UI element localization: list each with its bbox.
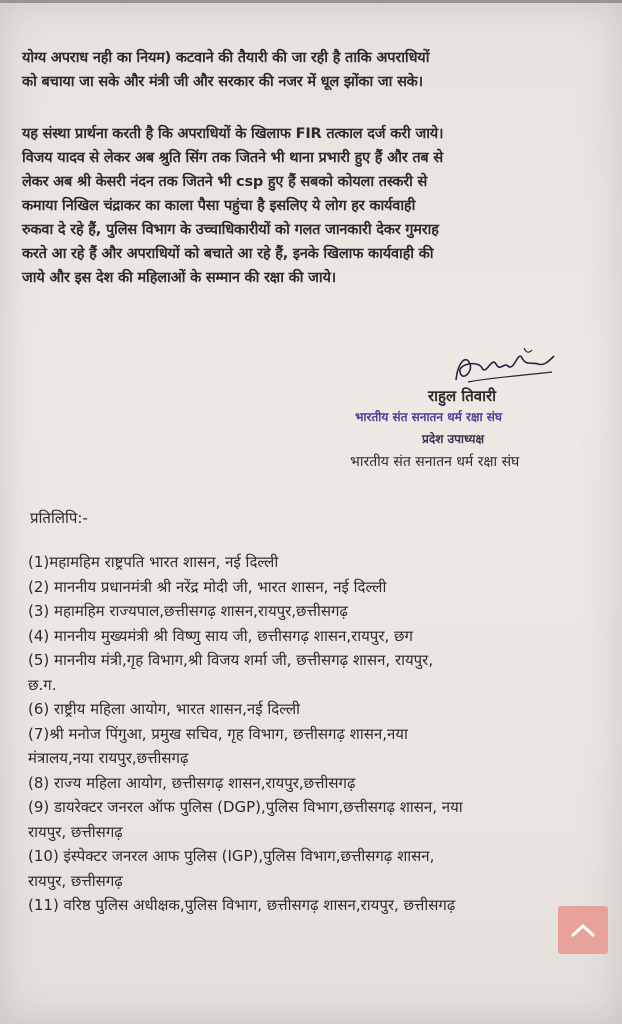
list-item: (10) इंस्पेक्टर जनरल आफ पुलिस (IGP),पुलिस विभाग,छत्तीसगढ़ शासन,	[28, 847, 435, 865]
list-item: मंत्रालय,नया रायपुर,छत्तीसगढ़	[28, 749, 189, 767]
list-item: (11) वरिष्ठ पुलिस अधीक्षक,पुलिस विभाग, छत्तीसगढ़ शासन,रायपुर, छत्तीसगढ़	[28, 896, 456, 914]
chevron-up-icon	[570, 922, 596, 938]
copy-to-list	[28, 550, 598, 918]
list-item: (5) माननीय मंत्री,गृह विभाग,श्री विजय शर्मा जी, छत्तीसगढ़ शासन, रायपुर,	[28, 651, 434, 669]
paragraph-line: जाये और इस देश की महिलाओं के सम्मान की रक्षा की जाये।	[22, 270, 336, 286]
paragraph-line: रुकवा दे रहे हैं, पुलिस विभाग के उच्चाधिकारीयों को गलत जानकारी देकर गुमराह	[22, 222, 439, 238]
paragraph-2	[22, 122, 592, 290]
copy-to-heading: प्रतिलिपि:-	[30, 509, 88, 527]
paragraph-line: करते आ रहे हैं और अपराधियों को बचाते आ रहे हैं, इनके खिलाफ कार्यवाही की	[22, 246, 434, 262]
paragraph-line: विजय यादव से लेकर अब श्रुति सिंग तक जितने भी थाना प्रभारी हुए हैं और तब से	[22, 150, 443, 166]
list-item: रायपुर, छत्तीसगढ़	[28, 871, 123, 890]
paragraph-line: योग्य अपराध नही का नियम) कटवाने की तैयारी की जा रही है ताकि अपराधियों	[22, 50, 430, 66]
handwritten-signature	[448, 342, 558, 392]
paragraph-line: यह संस्था प्रार्थना करती है कि अपराधियों के खिलाफ FIR तत्काल दर्ज करी जाये।	[22, 126, 444, 142]
list-item: (1)महामहिम राष्ट्रपति भारत शासन, नई दिल्ली	[28, 553, 279, 571]
stamp-designation: प्रदेश उपाध्यक्ष	[422, 432, 485, 446]
paragraph-line: कमाया निखिल चंद्राकर का काला पैसा पहुंचा है इसलिए ये लोग हर कार्यवाही	[22, 198, 416, 214]
scroll-to-top-button[interactable]	[558, 906, 608, 954]
signatory-name: राहुल तिवारी	[428, 387, 497, 405]
paragraph-line: को बचाया जा सके और मंत्री जी और सरकार की नजर में धूल झोंका जा सके।	[22, 74, 423, 90]
list-item: (9) डायरेक्टर जनरल ऑफ पुलिस (DGP),पुलिस विभाग,छत्तीसगढ़ शासन, नया	[28, 798, 463, 816]
list-item: रायपुर, छत्तीसगढ़	[28, 822, 123, 841]
organization-name: भारतीय संत सनातन धर्म रक्षा संघ	[350, 454, 520, 470]
stamp-organization: भारतीय संत सनातन धर्म रक्षा संघ	[355, 410, 502, 424]
list-item: (8) राज्य महिला आयोग, छत्तीसगढ़ शासन,रायपुर,छत्तीसगढ़	[28, 773, 356, 792]
page-top-edge	[0, 0, 622, 3]
list-item: छ.ग.	[28, 675, 57, 694]
list-item: (4) माननीय मुख्यमंत्री श्री विष्णु साय जी, छत्तीसगढ़ शासन,रायपुर, छग	[28, 626, 413, 645]
list-item: (2) माननीय प्रधानमंत्री श्री नरेंद्र मोदी जी, भारत शासन, नई दिल्ली	[28, 577, 387, 596]
list-item: (7)श्री मनोज पिंगुआ, प्रमुख सचिव, गृह विभाग, छत्तीसगढ़ शासन,नया	[28, 724, 408, 743]
list-item: (3) महामहिम राज्यपाल,छत्तीसगढ़ शासन,रायपुर,छत्तीसगढ़	[28, 602, 348, 620]
list-item: (6) राष्ट्रीय महिला आयोग, भारत शासन,नई दिल्ली	[28, 700, 301, 718]
paragraph-1	[22, 46, 592, 94]
paragraph-line: लेकर अब श्री केसरी नंदन तक जितने भी csp हुए हैं सबको कोयला तस्करी से	[22, 174, 428, 190]
